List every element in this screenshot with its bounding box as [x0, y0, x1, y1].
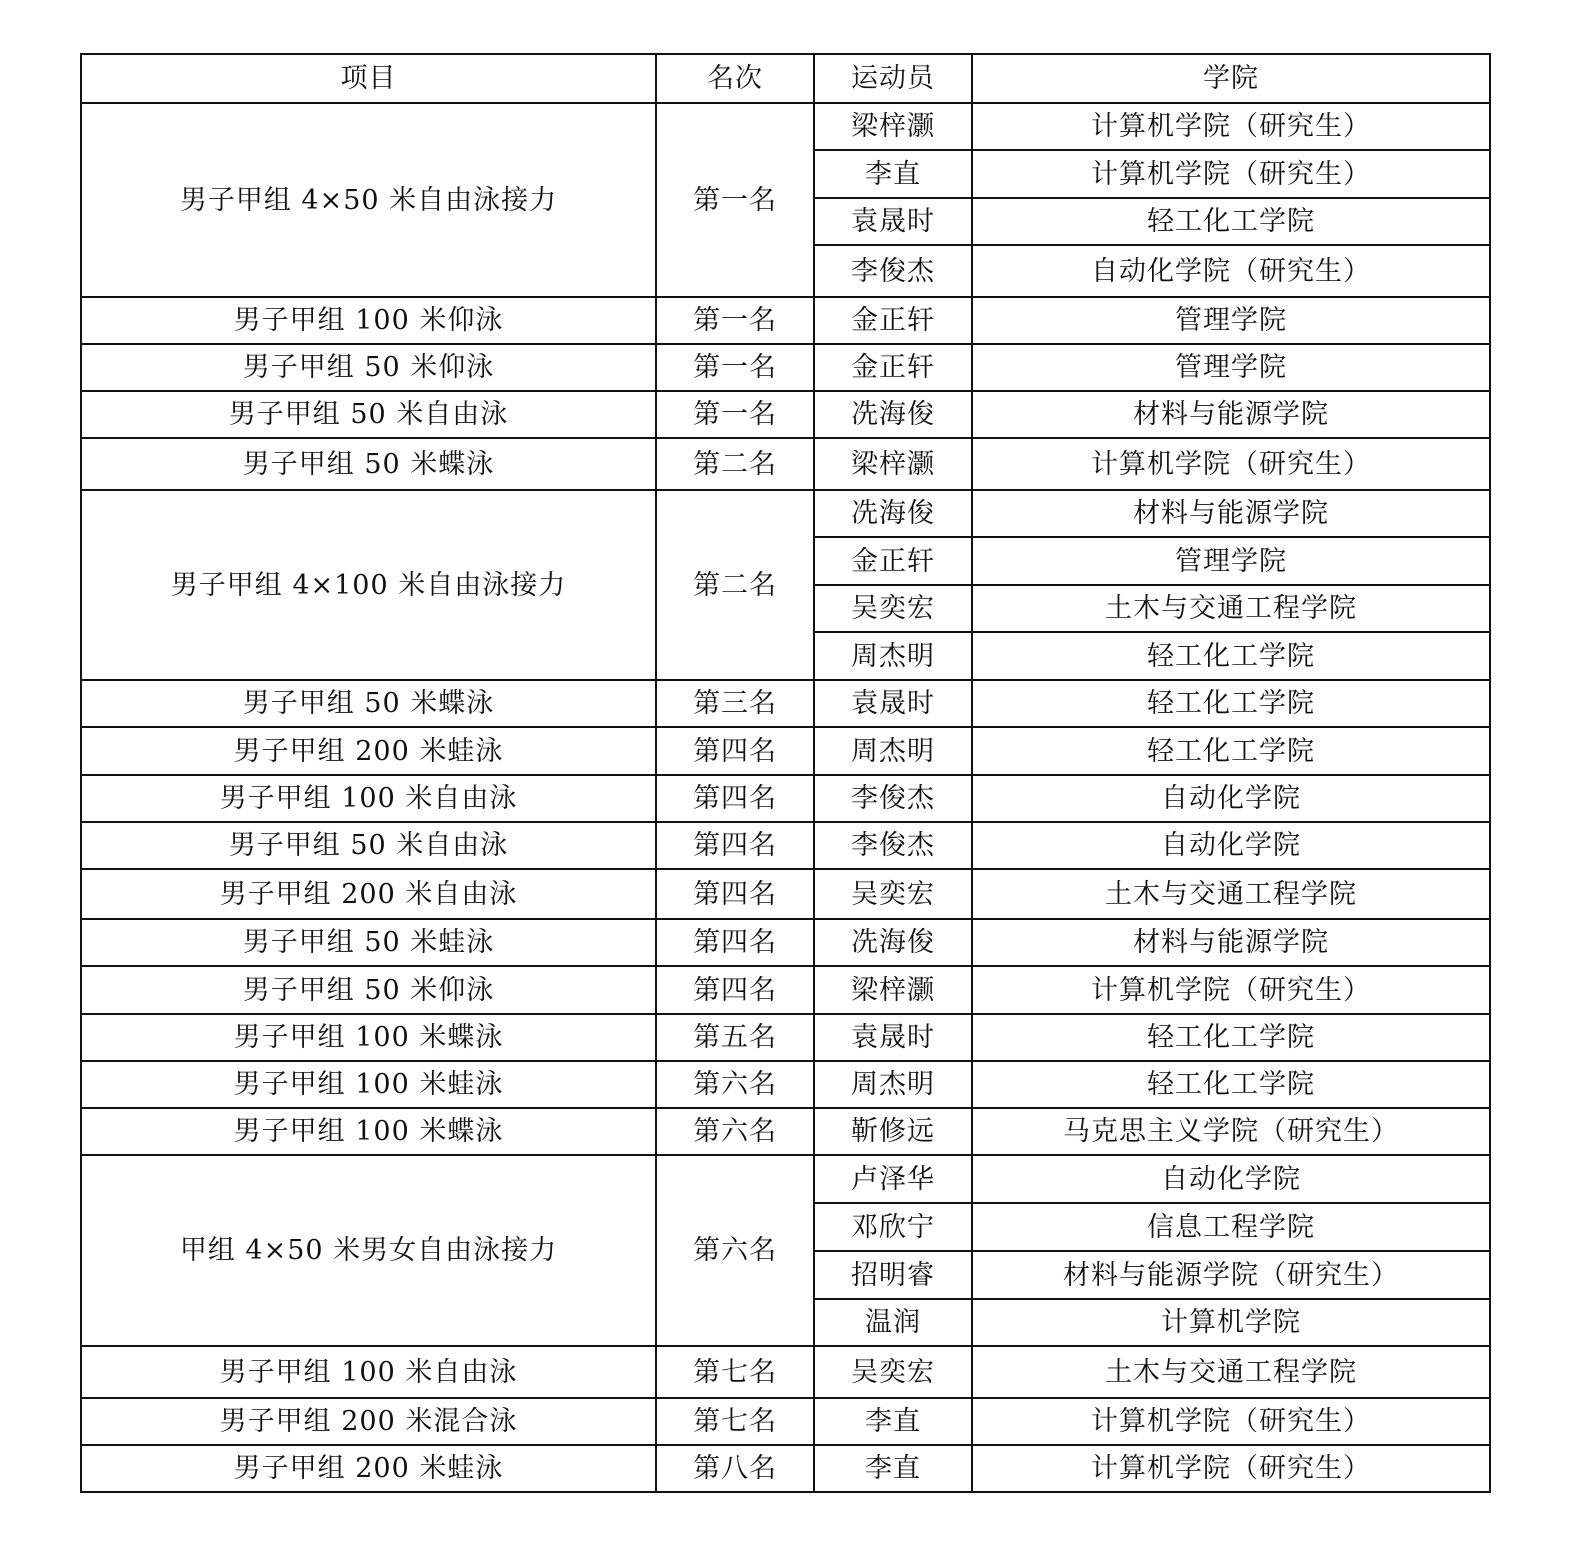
table-row [81, 103, 1490, 150]
table-row [81, 391, 1490, 438]
table-row [81, 1061, 1490, 1108]
college-cell: 轻工化工学院 [972, 727, 1490, 775]
event-cell: 男子甲组 50 米自由泳 [81, 391, 656, 438]
college-cell: 轻工化工学院 [972, 1014, 1490, 1061]
rank-cell: 第一名 [656, 297, 814, 344]
rank-cell: 第四名 [656, 727, 814, 775]
athlete-cell: 李直 [814, 1398, 972, 1445]
event-cell: 男子甲组 100 米自由泳 [81, 775, 656, 822]
rank-cell: 第六名 [656, 1155, 814, 1346]
table-row [81, 297, 1490, 344]
header-athlete: 运动员 [814, 54, 972, 103]
athlete-cell: 金正轩 [814, 537, 972, 585]
athlete-cell: 袁晟时 [814, 198, 972, 245]
college-cell: 计算机学院（研究生） [972, 1398, 1490, 1445]
event-cell: 男子甲组 200 米蛙泳 [81, 1445, 656, 1492]
athlete-cell: 李俊杰 [814, 775, 972, 822]
athlete-cell: 梁梓灏 [814, 966, 972, 1014]
college-cell: 计算机学院（研究生） [972, 103, 1490, 150]
athlete-cell: 邓欣宁 [814, 1203, 972, 1251]
rank-cell: 第八名 [656, 1445, 814, 1492]
athlete-cell: 周杰明 [814, 727, 972, 775]
athlete-cell: 李直 [814, 150, 972, 198]
athlete-cell: 李俊杰 [814, 245, 972, 297]
event-cell: 男子甲组 50 米蝶泳 [81, 680, 656, 727]
college-cell: 轻工化工学院 [972, 680, 1490, 727]
college-cell: 土木与交通工程学院 [972, 1346, 1490, 1398]
rank-cell: 第四名 [656, 822, 814, 869]
table-row [81, 919, 1490, 966]
table-row [81, 1346, 1490, 1398]
college-cell: 材料与能源学院 [972, 391, 1490, 438]
rank-cell: 第六名 [656, 1108, 814, 1155]
athlete-cell: 靳修远 [814, 1108, 972, 1155]
table-row [81, 966, 1490, 1014]
event-cell: 男子甲组 100 米仰泳 [81, 297, 656, 344]
event-cell: 男子甲组 50 米蛙泳 [81, 919, 656, 966]
athlete-cell: 袁晟时 [814, 1014, 972, 1061]
college-cell: 材料与能源学院 [972, 919, 1490, 966]
athlete-cell: 冼海俊 [814, 919, 972, 966]
college-cell: 管理学院 [972, 344, 1490, 391]
event-cell: 男子甲组 50 米仰泳 [81, 966, 656, 1014]
table-row [81, 1014, 1490, 1061]
college-cell: 土木与交通工程学院 [972, 869, 1490, 919]
header-event: 项目 [81, 54, 656, 103]
header-row [81, 54, 1490, 103]
table-row [81, 869, 1490, 919]
table-header [81, 54, 1490, 103]
event-cell: 男子甲组 200 米蛙泳 [81, 727, 656, 775]
athlete-cell: 李直 [814, 1445, 972, 1492]
rank-cell: 第七名 [656, 1346, 814, 1398]
rank-cell: 第五名 [656, 1014, 814, 1061]
athlete-cell: 吴奕宏 [814, 1346, 972, 1398]
college-cell: 自动化学院 [972, 1155, 1490, 1203]
event-cell: 男子甲组 50 米蝶泳 [81, 438, 656, 490]
college-cell: 管理学院 [972, 297, 1490, 344]
athlete-cell: 金正轩 [814, 344, 972, 391]
rank-cell: 第四名 [656, 919, 814, 966]
college-cell: 管理学院 [972, 537, 1490, 585]
college-cell: 计算机学院（研究生） [972, 966, 1490, 1014]
rank-cell: 第七名 [656, 1398, 814, 1445]
rank-cell: 第二名 [656, 490, 814, 680]
table-row [81, 775, 1490, 822]
event-cell: 男子甲组 50 米仰泳 [81, 344, 656, 391]
athlete-cell: 招明睿 [814, 1251, 972, 1299]
athlete-cell: 温润 [814, 1299, 972, 1346]
rank-cell: 第三名 [656, 680, 814, 727]
college-cell: 计算机学院 [972, 1299, 1490, 1346]
rank-cell: 第一名 [656, 391, 814, 438]
college-cell: 自动化学院 [972, 822, 1490, 869]
rank-cell: 第四名 [656, 966, 814, 1014]
athlete-cell: 周杰明 [814, 1061, 972, 1108]
athlete-cell: 梁梓灏 [814, 103, 972, 150]
college-cell: 轻工化工学院 [972, 198, 1490, 245]
table-row [81, 1445, 1490, 1492]
table-row [81, 1398, 1490, 1445]
athlete-cell: 卢泽华 [814, 1155, 972, 1203]
rank-cell: 第一名 [656, 103, 814, 297]
college-cell: 计算机学院（研究生） [972, 438, 1490, 490]
athlete-cell: 冼海俊 [814, 391, 972, 438]
athlete-cell: 袁晟时 [814, 680, 972, 727]
rank-cell: 第四名 [656, 775, 814, 822]
college-cell: 材料与能源学院（研究生） [972, 1251, 1490, 1299]
table-row [81, 1108, 1490, 1155]
results-table [80, 53, 1491, 1493]
rank-cell: 第二名 [656, 438, 814, 490]
table-row [81, 680, 1490, 727]
table-body [81, 103, 1490, 1492]
college-cell: 土木与交通工程学院 [972, 585, 1490, 632]
event-cell: 男子甲组 100 米蛙泳 [81, 1061, 656, 1108]
college-cell: 信息工程学院 [972, 1203, 1490, 1251]
header-college: 学院 [972, 54, 1490, 103]
athlete-cell: 吴奕宏 [814, 869, 972, 919]
college-cell: 轻工化工学院 [972, 632, 1490, 680]
rank-cell: 第一名 [656, 344, 814, 391]
event-cell: 男子甲组 100 米自由泳 [81, 1346, 656, 1398]
table-row [81, 1155, 1490, 1203]
college-cell: 计算机学院（研究生） [972, 150, 1490, 198]
athlete-cell: 冼海俊 [814, 490, 972, 537]
college-cell: 自动化学院（研究生） [972, 245, 1490, 297]
rank-cell: 第六名 [656, 1061, 814, 1108]
event-cell: 男子甲组 50 米自由泳 [81, 822, 656, 869]
event-cell: 男子甲组 200 米自由泳 [81, 869, 656, 919]
event-cell: 男子甲组 100 米蝶泳 [81, 1108, 656, 1155]
college-cell: 马克思主义学院（研究生） [972, 1108, 1490, 1155]
event-cell: 男子甲组 4×100 米自由泳接力 [81, 490, 656, 680]
athlete-cell: 周杰明 [814, 632, 972, 680]
event-cell: 男子甲组 100 米蝶泳 [81, 1014, 656, 1061]
college-cell: 自动化学院 [972, 775, 1490, 822]
event-cell: 男子甲组 4×50 米自由泳接力 [81, 103, 656, 297]
event-cell: 男子甲组 200 米混合泳 [81, 1398, 656, 1445]
athlete-cell: 梁梓灏 [814, 438, 972, 490]
table-row [81, 438, 1490, 490]
college-cell: 轻工化工学院 [972, 1061, 1490, 1108]
college-cell: 计算机学院（研究生） [972, 1445, 1490, 1492]
table-row [81, 344, 1490, 391]
header-rank: 名次 [656, 54, 814, 103]
table-row [81, 490, 1490, 537]
athlete-cell: 吴奕宏 [814, 585, 972, 632]
athlete-cell: 金正轩 [814, 297, 972, 344]
rank-cell: 第四名 [656, 869, 814, 919]
table-row [81, 727, 1490, 775]
college-cell: 材料与能源学院 [972, 490, 1490, 537]
athlete-cell: 李俊杰 [814, 822, 972, 869]
event-cell: 甲组 4×50 米男女自由泳接力 [81, 1155, 656, 1346]
table-row [81, 822, 1490, 869]
